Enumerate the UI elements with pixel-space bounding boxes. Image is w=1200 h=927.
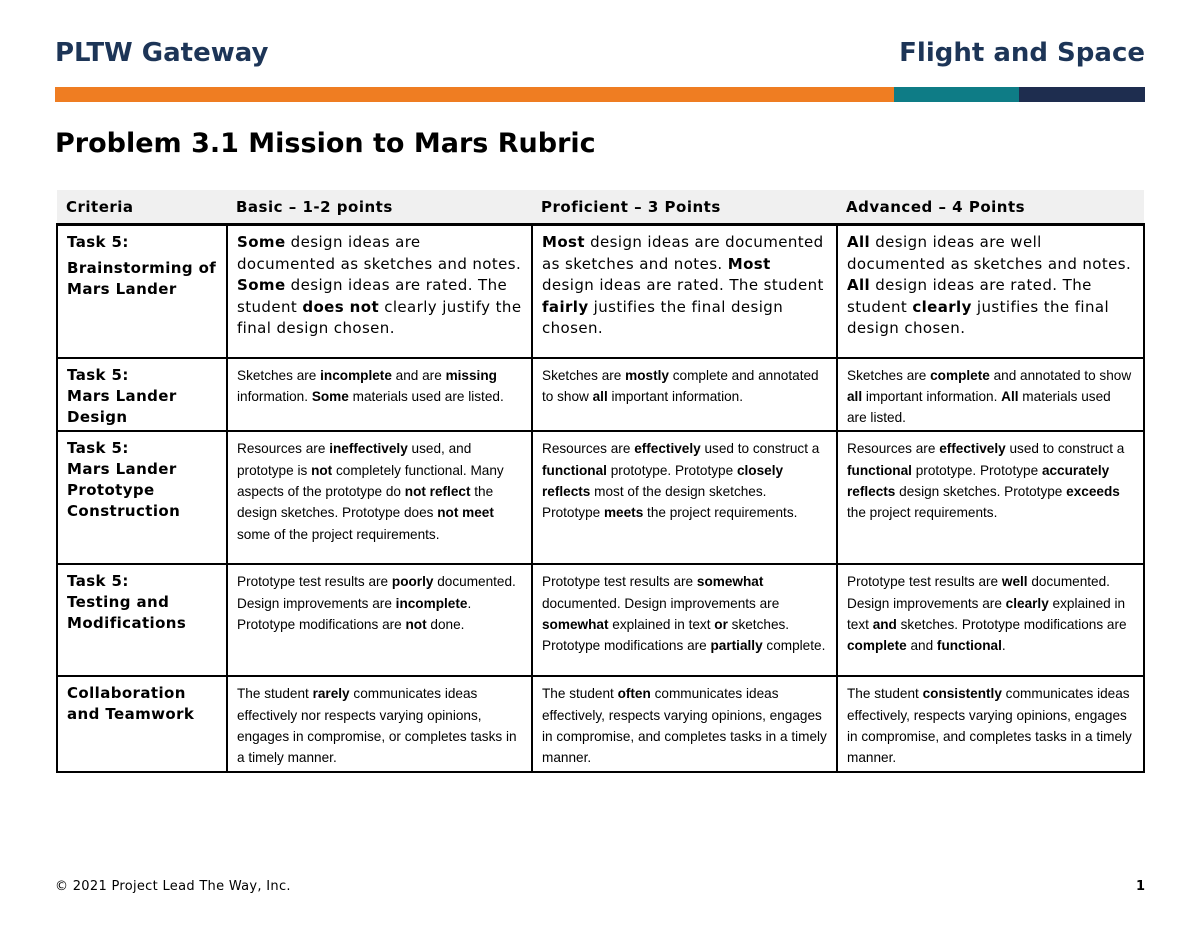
advanced-cell: The student consistently communicates ideas effectively, respects varying opinions, engages in compromise, and completes tasks in a timely manner. <box>837 676 1144 771</box>
header-course: Flight and Space <box>899 38 1145 68</box>
criteria-task: Task 5: <box>67 572 129 591</box>
page-title: Problem 3.1 Mission to Mars Rubric <box>55 128 596 159</box>
table-row <box>57 358 1144 432</box>
table-row <box>57 431 1144 564</box>
criteria-cell <box>57 225 227 358</box>
header-bar-orange <box>55 87 894 102</box>
criteria-cell <box>57 564 227 676</box>
proficient-cell: Most design ideas are documented as sketches and notes. Most design ideas are rated. The student fairly justifies the final design chosen. <box>532 225 837 358</box>
proficient-cell: The student often communicates ideas effectively, respects varying opinions, engages in compromise, and completes tasks in a timely manner. <box>532 676 837 771</box>
header-bar-navy <box>1019 87 1145 102</box>
basic-cell: The student rarely communicates ideas effectively nor respects varying opinions, engages in compromise, or completes tasks in a timely manner. <box>227 676 532 771</box>
criteria-title: Mars Lander Prototype Construction <box>67 460 181 521</box>
rubric-header-row <box>57 190 1144 225</box>
column-header-basic: Basic – 1-2 points <box>227 190 532 225</box>
page-number: 1 <box>1135 879 1145 894</box>
criteria-task: Task 5: <box>67 439 129 458</box>
advanced-cell: Prototype test results are well documented. Design improvements are clearly explained in text and sketches. Prototype modifications are complete and functional. <box>837 564 1144 676</box>
criteria-title: Brainstorming of Mars Lander <box>67 259 217 298</box>
criteria-title: Testing and Modifications <box>67 593 187 633</box>
proficient-cell: Prototype test results are somewhat documented. Design improvements are somewhat explained in text or sketches. Prototype modifications are partially complete. <box>532 564 837 676</box>
basic-cell: Prototype test results are poorly documented. Design improvements are incomplete. Prototype modifications are not done. <box>227 564 532 676</box>
header-bar-teal <box>894 87 1019 102</box>
advanced-cell: Resources are effectively used to construct a functional prototype. Prototype accurately reflects design sketches. Prototype exceeds the project requirements. <box>837 431 1144 564</box>
criteria-task: Task 5: <box>67 233 129 251</box>
criteria-task: Task 5: <box>67 365 129 384</box>
column-header-criteria: Criteria <box>57 190 227 225</box>
table-row <box>57 225 1144 358</box>
proficient-cell: Sketches are mostly complete and annotated to show all important information. <box>532 358 837 432</box>
header-org: PLTW Gateway <box>55 38 269 68</box>
column-header-advanced: Advanced – 4 Points <box>837 190 1144 225</box>
basic-cell: Some design ideas are documented as sketches and notes. Some design ideas are rated. The student does not clearly justify the final design chosen. <box>227 225 532 358</box>
basic-cell: Sketches are incomplete and are missing information. Some materials used are listed. <box>227 358 532 432</box>
basic-cell: Resources are ineffectively used, and prototype is not completely functional. Many aspects of the prototype do not reflect the design sketches. Prototype does not meet some of the project requirements. <box>227 431 532 564</box>
footer-copyright: © 2021 Project Lead The Way, Inc. <box>55 879 291 894</box>
table-row <box>57 564 1144 676</box>
column-header-proficient: Proficient – 3 Points <box>532 190 837 225</box>
criteria-cell <box>57 358 227 432</box>
advanced-cell: All design ideas are well documented as sketches and notes. All design ideas are rated. The student clearly justifies the final design chosen. <box>837 225 1144 358</box>
criteria-title: Mars Lander Design <box>67 386 177 426</box>
rubric-table <box>56 190 1145 773</box>
proficient-cell: Resources are effectively used to construct a functional prototype. Prototype closely reflects most of the design sketches. Prototype meets the project requirements. <box>532 431 837 564</box>
table-row <box>57 676 1144 771</box>
criteria-cell <box>57 431 227 564</box>
criteria-cell <box>57 676 227 771</box>
criteria-title: Collaboration and Teamwork <box>67 684 195 724</box>
advanced-cell: Sketches are complete and annotated to show all important information. All materials used are listed. <box>837 358 1144 432</box>
